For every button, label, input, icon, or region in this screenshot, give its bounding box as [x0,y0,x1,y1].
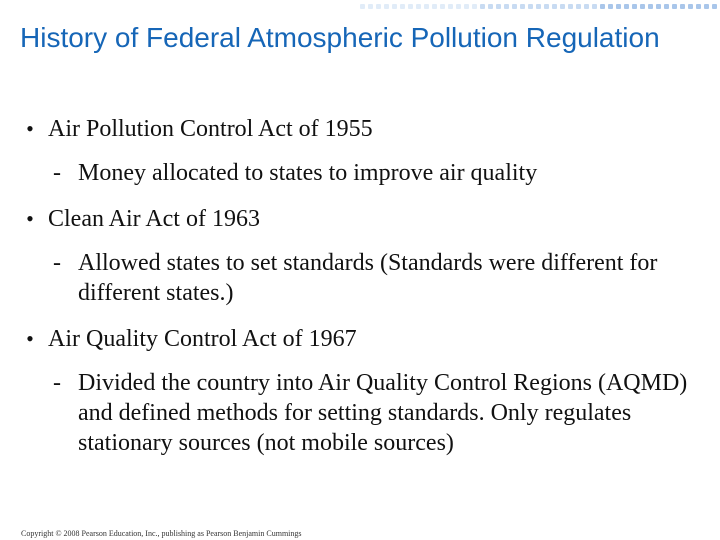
sub-bullet-item-2 [20,248,710,308]
decorative-dot [448,4,453,9]
decorative-dot [408,4,413,9]
sub-bullet-text: Allowed states to set standards (Standards were different for different states.) [78,250,658,306]
decorative-dot [400,4,405,9]
decorative-dot [520,4,525,9]
sub-bullet-text: Money allocated to states to improve air quality [78,160,538,186]
decorative-dot [552,4,557,9]
decorative-dot [464,4,469,9]
slide-body [20,114,710,474]
decorative-dot [680,4,685,9]
dash-icon: - [53,160,61,186]
decorative-dot [568,4,573,9]
decorative-dot [432,4,437,9]
bullet-text: Clean Air Act of 1963 [48,206,260,232]
decorative-dot [624,4,629,9]
bullet-icon: • [26,326,34,351]
decorative-dot [472,4,477,9]
bullet-item-1 [20,114,710,144]
decorative-dot [456,4,461,9]
decorative-dot [584,4,589,9]
slide-title: History of Federal Atmospheric Pollution Regulation [20,22,660,53]
decorative-dot [360,4,365,9]
decorative-dot [704,4,709,9]
decorative-dot [712,4,717,9]
bullet-text: Air Quality Control Act of 1967 [48,326,357,352]
decorative-dot [560,4,565,9]
sub-bullet-item-3 [20,368,710,458]
decorative-dot-pattern [360,0,720,16]
decorative-dot [608,4,613,9]
decorative-dot [656,4,661,9]
bullet-text: Air Pollution Control Act of 1955 [48,116,373,142]
decorative-dot [632,4,637,9]
decorative-dot [648,4,653,9]
decorative-dot [688,4,693,9]
copyright-notice: Copyright © 2008 Pearson Education, Inc., publishing as Pearson Benjamin Cummings [21,529,302,538]
bullet-item-3 [20,324,710,354]
bullet-icon: • [26,116,34,141]
decorative-dot [376,4,381,9]
decorative-dot [512,4,517,9]
dash-icon: - [53,250,61,276]
dash-icon: - [53,370,61,396]
decorative-dot [440,4,445,9]
decorative-dot [544,4,549,9]
decorative-dot [616,4,621,9]
decorative-dot [424,4,429,9]
decorative-dot [536,4,541,9]
decorative-dot [528,4,533,9]
decorative-dot [696,4,701,9]
decorative-dot [416,4,421,9]
decorative-dot [480,4,485,9]
decorative-dot [576,4,581,9]
decorative-dot [496,4,501,9]
sub-bullet-text: Divided the country into Air Quality Control Regions (AQMD) and defined methods for setting standards. Only regulates stationary sources (not mobile sources) [78,370,688,456]
decorative-dot [592,4,597,9]
decorative-dot [392,4,397,9]
decorative-dot [368,4,373,9]
bullet-icon: • [26,206,34,231]
decorative-dot [488,4,493,9]
decorative-dot [664,4,669,9]
sub-bullet-item-1 [20,158,710,188]
decorative-dot [640,4,645,9]
decorative-dot [384,4,389,9]
decorative-dot [672,4,677,9]
bullet-item-2 [20,204,710,234]
decorative-dot [504,4,509,9]
decorative-dot [600,4,605,9]
